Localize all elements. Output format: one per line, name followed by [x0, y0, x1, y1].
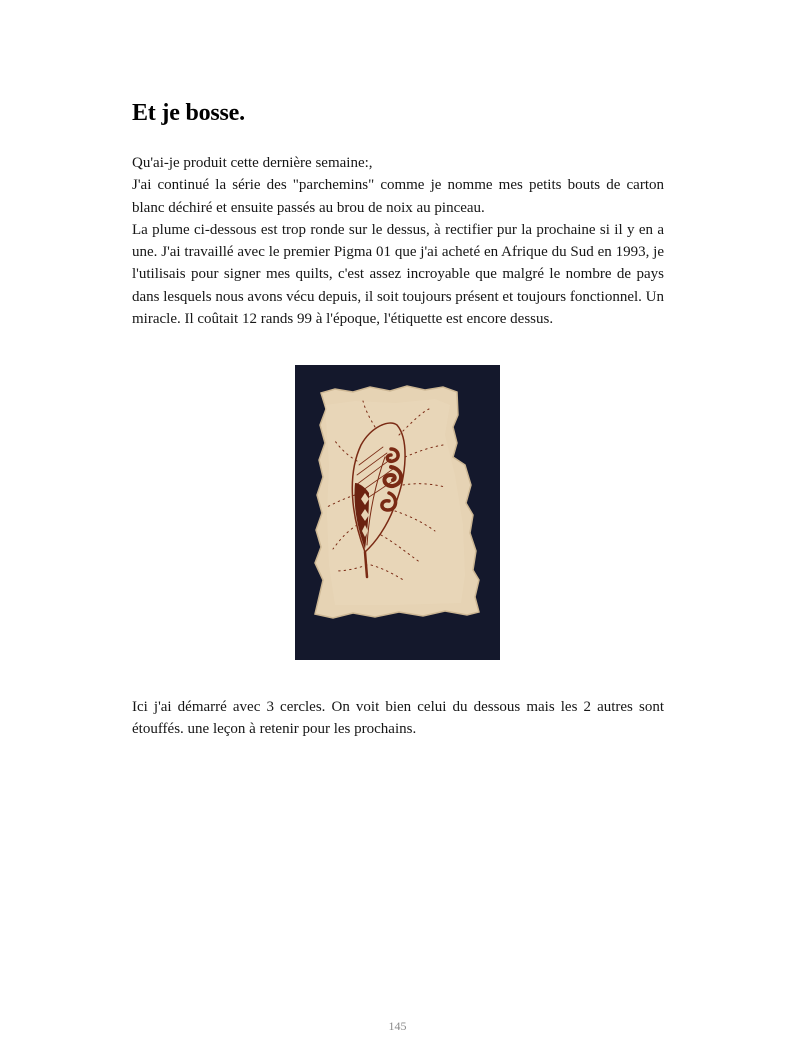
- page-title: Et je bosse.: [132, 100, 245, 126]
- paragraph-plume: La plume ci-dessous est trop ronde sur le dessus, à rectifier pur la prochaine si il y en a une. J'ai travaillé avec le premier Pigma 01 que j'ai acheté en Afrique du Sud en 1993, je l'utilisais pour signer mes quilts, c'est assez incroyable que malgré le nombre de pays dans lesquels nous avons vécu depuis, il soit toujours présent et toujours fonctionnel. Un miracle. Il coûtait 12 rands 99 à l'époque, l'étiquette est encore dessus.: [132, 221, 665, 328]
- intro-text-block: [132, 152, 664, 330]
- feather-artwork-photo: [295, 365, 500, 660]
- paragraph-parchemins: J'ai continué la série des "parchemins" comme je nomme mes petits bouts de carton blanc déchiré et ensuite passés au brou de noix au pinceau.: [132, 177, 664, 216]
- feather-artwork-illustration: [295, 365, 500, 660]
- page-number: 145: [388, 1019, 407, 1033]
- paragraph-cercles: Ici j'ai démarré avec 3 cercles. On voit bien celui du dessous mais les 2 autres sont étouffés. une leçon à retenir pour les prochains.: [132, 699, 664, 738]
- paragraph-intro-line: Qu'ai-je produit cette dernière semaine:,: [132, 155, 373, 171]
- second-text-block: [132, 696, 664, 741]
